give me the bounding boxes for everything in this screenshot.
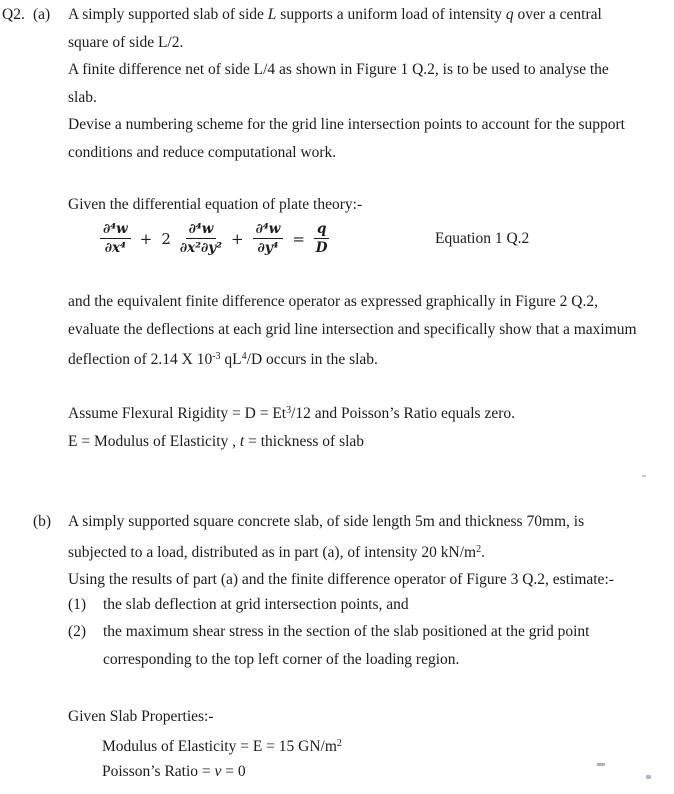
item-2-label: (2) — [68, 623, 87, 640]
text-line: slab. — [68, 88, 97, 106]
text-line: subjected to a load, distributed as in part (a), of intensity 20 $kN/m^2$. — [68, 543, 485, 561]
text-line: A finite difference net of side L/4 as shown in Figure 1 Q.2, is to be used to analyse the — [68, 61, 609, 78]
frac-denominator: D — [315, 240, 328, 257]
coefficient-2: 2 — [161, 229, 171, 248]
text-line: evaluate the deflections at each grid line intersection and specifically show that a maximum — [68, 320, 637, 338]
frac-d4w-dx4 — [100, 221, 131, 256]
item-1-label: (1) — [68, 596, 87, 613]
text-line: and the equivalent finite difference operator as expressed graphically in Figure 2 Q.2, — [68, 293, 598, 310]
frac-d4w-dy4 — [253, 221, 284, 256]
text-line: Modulus of Elasticity = E = 15 $GN/m^2$ — [102, 738, 342, 755]
frac-d4w-dx2dy2 — [180, 221, 222, 256]
text-line: the slab deflection at grid intersection points, and — [103, 596, 409, 613]
given-theory-line — [68, 191, 362, 219]
text-line: E = Modulus of Elasticity , t = thickness of slab — [68, 432, 365, 450]
part-a-label: (a) — [33, 6, 51, 23]
frac-numerator: ∂⁴w — [100, 221, 131, 239]
text-line: the maximum shear stress in the section of the slab positioned at the grid point — [103, 623, 590, 640]
frac-numerator: q — [314, 221, 329, 239]
frac-denominator: ∂x⁴ — [104, 240, 126, 257]
modulus-line — [102, 730, 342, 761]
question-number: Q2. — [2, 6, 25, 23]
plus-operator: + — [231, 229, 244, 248]
scan-artifact — [646, 775, 651, 779]
text-line: Assume Flexural Rigidity = $D = Et^3/12$ and Poisson’s Ratio equals zero. — [68, 405, 515, 422]
item-1-text — [103, 591, 409, 619]
plate-equation — [100, 221, 329, 256]
plus-operator: + — [139, 229, 153, 248]
equals-operator: = — [292, 229, 305, 248]
part-b-intro — [68, 508, 614, 594]
assume-paragraph — [68, 397, 515, 455]
text-line: Poisson’s Ratio = v = 0 — [102, 763, 246, 780]
part-b-label: (b) — [33, 513, 52, 530]
scan-artifact — [642, 475, 646, 477]
poisson-line — [102, 758, 246, 786]
item-2-text — [103, 618, 589, 673]
text-line: A simply supported slab of side L supports a uniform load of intensity q over a central — [68, 6, 602, 23]
scan-artifact — [597, 763, 605, 766]
text-line: corresponding to the top left corner of the loading region. — [103, 650, 460, 668]
text-line: deflection of 2.14 X $10^{-3}$ $qL^4/D$ occurs in the slab. — [68, 351, 378, 368]
part-a-intro — [68, 1, 625, 166]
frac-numerator: ∂⁴w — [253, 221, 284, 239]
equation-label: Equation 1 Q.2 — [435, 230, 530, 247]
frac-q-over-D — [314, 221, 329, 256]
frac-denominator: ∂y⁴ — [257, 240, 279, 257]
text-line: Using the results of part (a) and the finite difference operator of Figure 3 Q.2, estimate:- — [68, 571, 614, 588]
text-line: conditions and reduce computational work. — [68, 143, 337, 161]
evaluate-paragraph — [68, 288, 637, 374]
text-line: Given Slab Properties:- — [68, 708, 214, 725]
text-line: Devise a numbering scheme for the grid line intersection points to account for the support — [68, 116, 625, 133]
frac-denominator: ∂x²∂y² — [179, 240, 223, 257]
text-line: Given the differential equation of plate theory:- — [68, 196, 363, 213]
text-line: square of side L/2. — [68, 33, 184, 51]
frac-numerator: ∂⁴w — [186, 221, 217, 239]
text-line: A simply supported square concrete slab, of side length 5m and thickness 70mm, is — [68, 513, 585, 530]
slab-properties-title — [68, 703, 214, 731]
